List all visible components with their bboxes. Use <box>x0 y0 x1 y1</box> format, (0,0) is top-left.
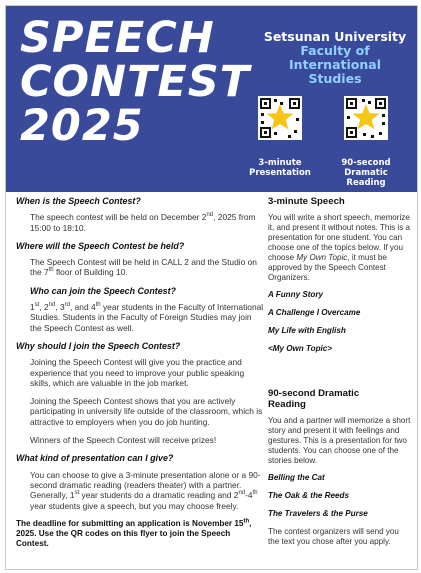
story-item: The Travelers & the Purse <box>268 509 368 518</box>
qr-label-presentation-line2: Presentation <box>249 168 311 178</box>
reading-closing: The contest organizers will send you the text you chose after you apply. <box>268 527 399 546</box>
faq-question-where: Where will the Speech Contest be held? <box>16 240 185 251</box>
faq-question-who: Who can join the Speech Contest? <box>30 285 176 296</box>
flyer <box>5 5 418 570</box>
qr-label-presentation-line1: 3-minute <box>258 158 302 168</box>
title-line-speech: SPEECH <box>20 13 215 63</box>
faq-question-when: When is the Speech Contest? <box>16 196 141 206</box>
faq-answer-why-employers: Joining the Speech Contest shows that you are actively participating in university life outside of the classroom, which is attractive to employers when you do job hunting. <box>30 396 263 427</box>
faq-answer-why-practice: Joining the Speech Contest will give you the practice and experience that you need to improve your public speaking skills, which are valuable in the job market. <box>30 357 245 388</box>
faq-question-what-kind: What kind of presentation can I give? <box>16 453 174 464</box>
deadline-notice: The deadline for submitting an application is November 15th, 2025. Use the QR codes on this flyer to join the Speech Contest. <box>16 518 252 548</box>
reading-heading: 90-second Dramatic Reading <box>268 388 360 410</box>
story-item: The Oak & the Reeds <box>268 491 349 500</box>
faq-column <box>16 196 264 549</box>
header-banner <box>6 6 417 192</box>
faq-answer-where: The Speech Contest will be held in CALL 2 and the Studio on the 7th floor of Building 10. <box>30 257 257 278</box>
qr-code-icon[interactable] <box>258 96 302 140</box>
faq-answer-who: 1st, 2nd, 3rd, and 4th year students in the Faculty of International Studies. Students in the Faculty of Foreign Studies may join the Speech Contest as well. <box>30 302 264 333</box>
topic-item: <My Own Topic> <box>268 344 333 353</box>
qr-label-reading-line2: Dramatic <box>344 168 388 178</box>
title-line-year: 2025 <box>20 101 144 151</box>
faq-answer-when: The speech contest will be held on December 2nd, 2025 from 15:00 to 18:10. <box>30 212 256 233</box>
faculty-name-line2: Studies <box>308 71 362 86</box>
qr-label-dramatic-reading <box>330 158 402 188</box>
topic-item: My Life with English <box>268 326 346 335</box>
faq-answer-what-kind: You can choose to give a 3-minute presentation alone or a 90-second dramatic reading (readers theater) with a partner. Generally, 1st year students do a dramatic reading and 2nd-4th year students give a speech, but you may choose freely. <box>30 469 261 511</box>
speech-heading: 3-minute Speech <box>268 196 345 207</box>
university-block <box>258 30 412 86</box>
faculty-name-line1: Faculty of International <box>289 43 381 72</box>
topic-item: A Challenge I Overcame <box>268 308 361 317</box>
qr-label-reading-line1: 90-second <box>341 158 391 168</box>
options-column <box>268 196 412 554</box>
topic-item: A Funny Story <box>268 290 324 299</box>
faq-question-why: Why should I join the Speech Contest? <box>16 340 181 351</box>
qr-code-icon[interactable] <box>344 96 388 140</box>
contest-title <box>20 13 251 151</box>
speech-description: You will write a short speech, memorize it, and present it without notes. This is a presentation for one student. You can choose one of the topics below. If you choose My Own Topic, it must be approved by the Speech Contest Organizers. <box>268 213 411 282</box>
qr-label-presentation <box>244 158 316 178</box>
faq-answer-why-prizes: Winners of the Speech Contest will receive prizes! <box>30 435 217 446</box>
story-item: Belling the Cat <box>268 473 325 482</box>
qr-label-reading-line3: Reading <box>346 178 386 188</box>
university-name: Setsunan University <box>263 29 407 44</box>
title-line-contest: CONTEST <box>20 57 251 107</box>
reading-description: You and a partner will memorize a short story and present it with feelings and gestures. This is a presentation for two students. You can choose one of the stories below. <box>268 416 411 465</box>
